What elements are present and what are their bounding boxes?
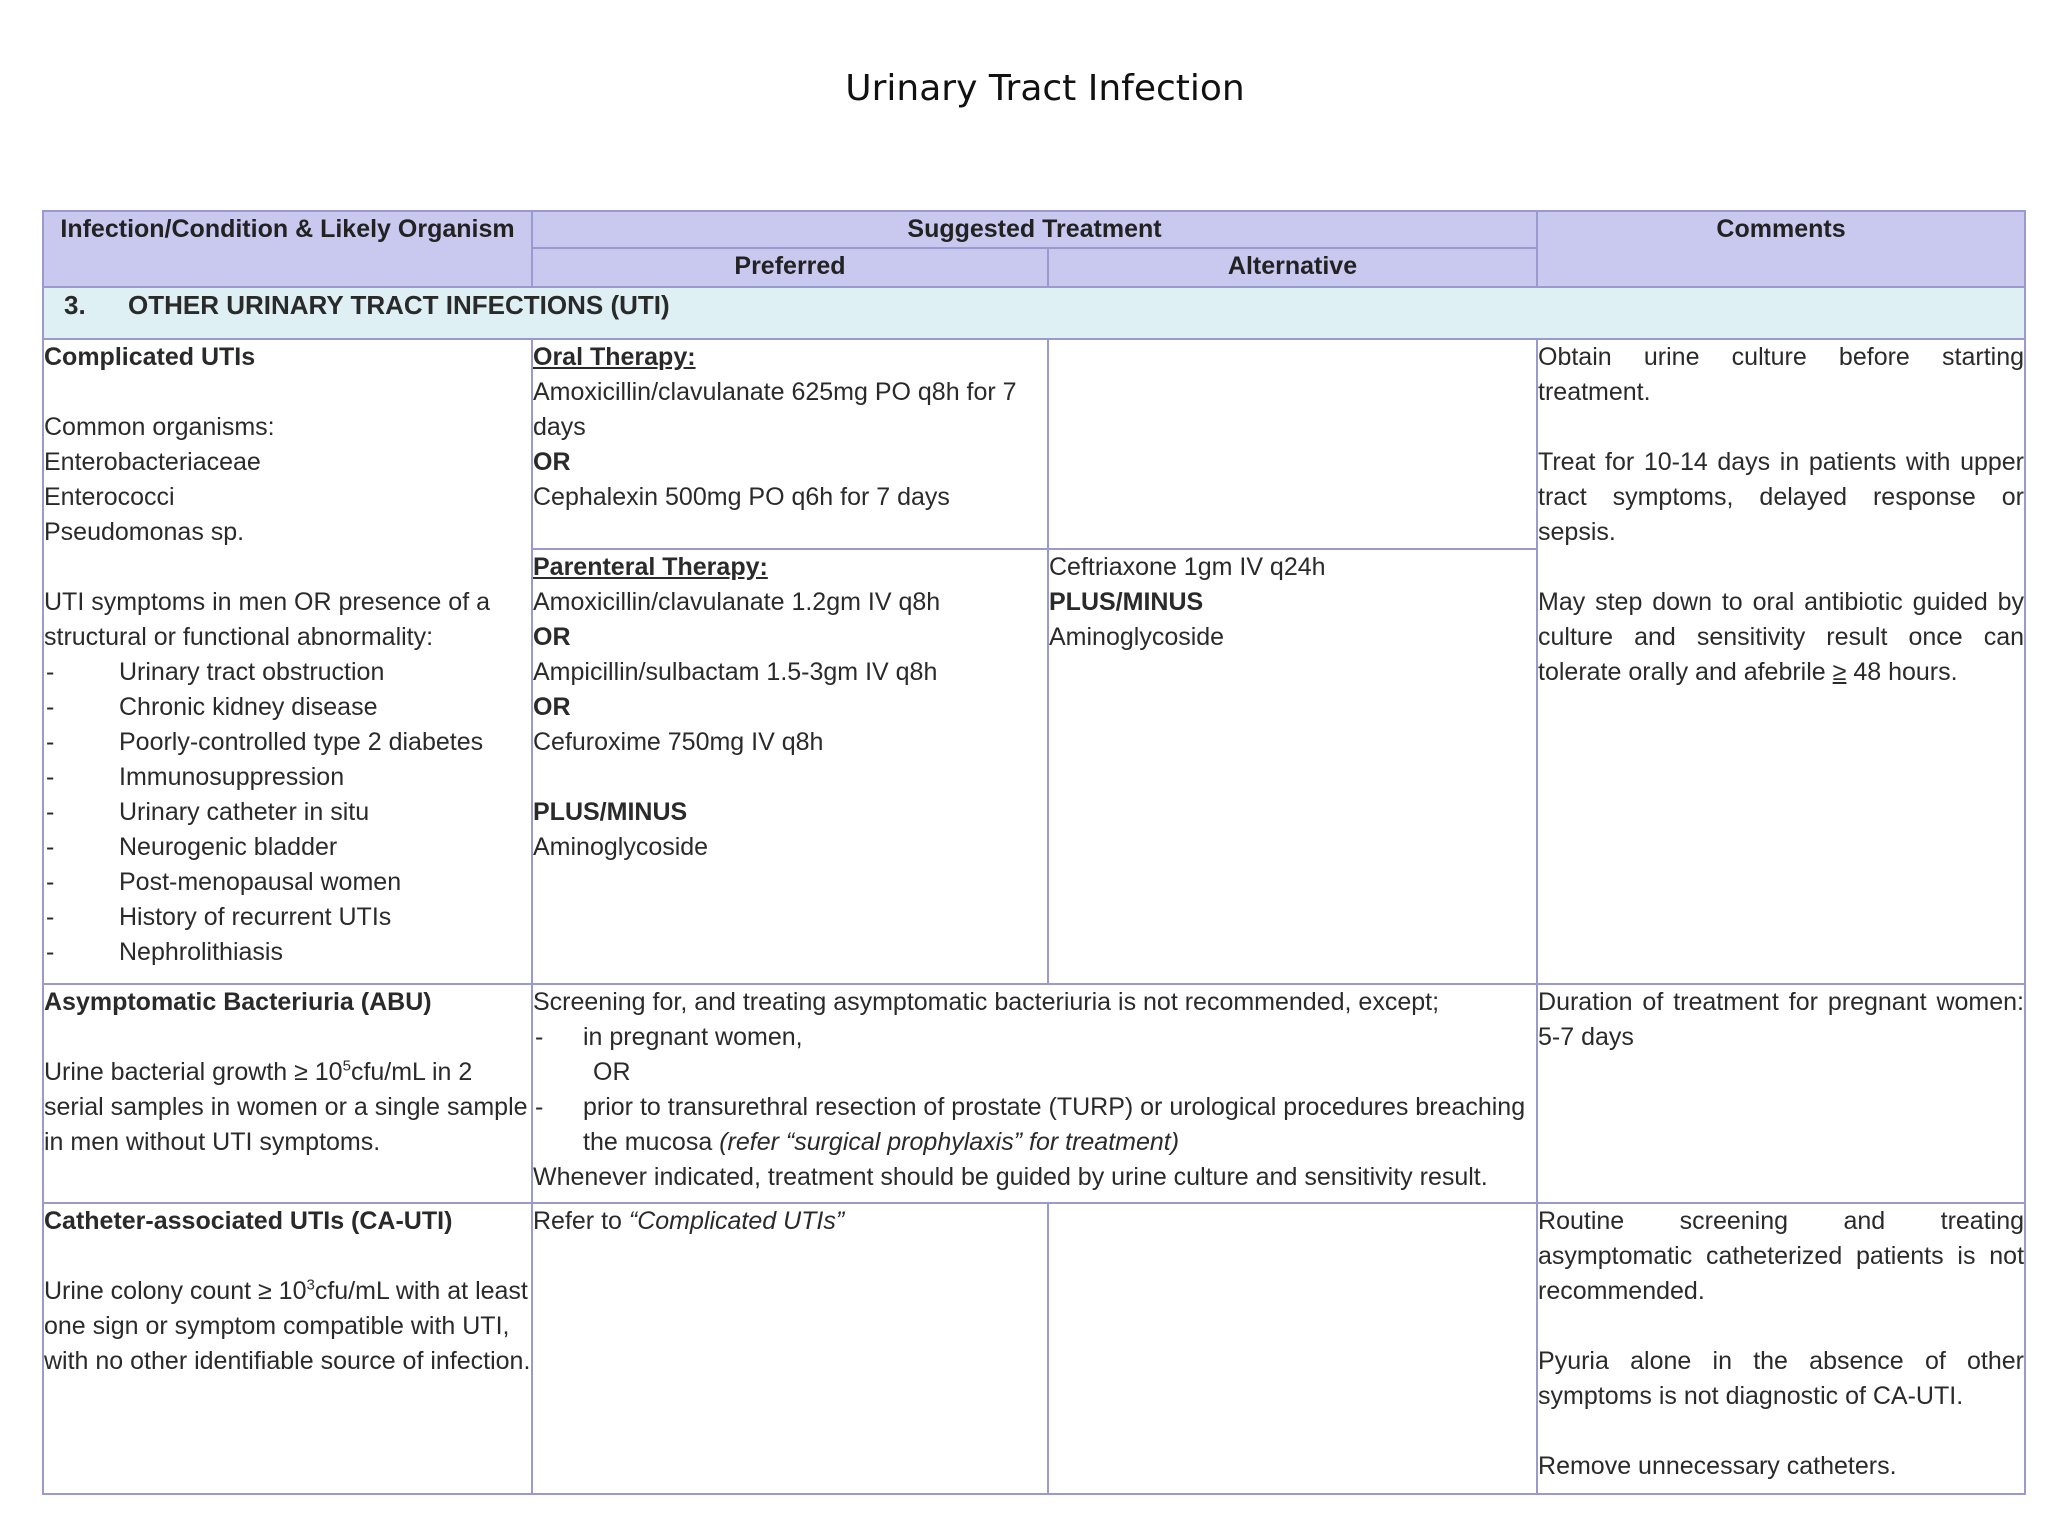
- header-preferred: Preferred: [532, 248, 1048, 286]
- cauti-comment-pyuria: Pyuria alone in the absence of other symptoms is not diagnostic of CA-UTI.: [1538, 1347, 2025, 1411]
- organisms-label: Common organisms:: [44, 413, 275, 442]
- list-item: - Urinary tract obstruction: [44, 655, 531, 690]
- organism-item: Pseudomonas sp.: [44, 518, 245, 547]
- cauti-comments-cell: [1537, 1203, 2025, 1494]
- section-number: 3.: [64, 289, 86, 320]
- abu-comment: Duration of treatment for pregnant women: 5-7 days: [1538, 987, 2025, 1051]
- section-row: [43, 287, 2025, 339]
- cauti-preferred: [533, 1204, 1047, 1239]
- parenteral-option-2: Ampicillin/sulbactam 1.5-3gm IV q8h: [533, 657, 938, 686]
- abu-exception-list: [533, 1020, 1536, 1055]
- abu-exception-list-2: [533, 1090, 1536, 1160]
- oral-option-1: Amoxicillin/clavulanate 625mg PO q8h for 7 days: [533, 378, 1017, 442]
- cauti-desc-rest: cfu/mL with at least one sign or symptom compatible with UTI, with no other identifiable source of infection.: [44, 1277, 531, 1376]
- list-item: - Poorly-controlled type 2 diabetes: [44, 725, 531, 760]
- cauti-refer-link: “Complicated UTIs”: [628, 1207, 845, 1236]
- criteria-text: UTI symptoms in men OR presence of a structural or functional abnormality:: [44, 588, 490, 652]
- cauti-desc-text: Urine colony count ≥ 10: [44, 1277, 307, 1306]
- parenteral-or-1: OR: [533, 622, 571, 651]
- alternative-option-1: Ceftriaxone 1gm IV q24h: [1049, 552, 1326, 581]
- cauti-comment-catheters: Remove unnecessary catheters.: [1538, 1452, 1897, 1481]
- abu-title: Asymptomatic Bacteriuria (ABU): [44, 987, 432, 1016]
- list-item: - Immunosuppression: [44, 760, 531, 795]
- oral-option-2: Cephalexin 500mg PO q6h for 7 days: [533, 483, 950, 512]
- list-item: - Post-menopausal women: [44, 865, 531, 900]
- oral-or: OR: [533, 448, 571, 477]
- section-title: OTHER URINARY TRACT INFECTIONS (UTI): [128, 289, 670, 320]
- oral-therapy-heading: Oral Therapy:: [533, 343, 696, 372]
- list-item: - Chronic kidney disease: [44, 690, 531, 725]
- table-row-abu: [43, 984, 2025, 1204]
- header-alternative: Alternative: [1048, 248, 1537, 286]
- header-suggested-treatment: Suggested Treatment: [532, 211, 1537, 248]
- abu-condition-cell: [43, 984, 532, 1204]
- complicated-condition-cell: [43, 339, 532, 984]
- abu-treatment-cell: [532, 984, 1537, 1204]
- abu-desc-exponent: 5: [342, 1057, 351, 1075]
- complicated-comments-cell: [1537, 339, 2025, 984]
- organism-item: Enterococci: [44, 483, 175, 512]
- abu-exception-or: OR: [593, 1057, 631, 1086]
- cauti-refer-text: Refer to: [533, 1207, 629, 1236]
- oral-therapy-cell: [532, 339, 1048, 549]
- comment-step-down-text: May step down to oral antibiotic guided by culture and sensitivity result once can tolerate orally and afebrile: [1538, 588, 2025, 687]
- abu-exception-2-ref: (refer “surgical prophylaxis” for treatment): [719, 1127, 1180, 1156]
- cauti-alternative-cell: [1048, 1203, 1537, 1494]
- list-item: [533, 1090, 1536, 1160]
- criteria-list: [44, 655, 531, 970]
- parenteral-plus-minus: PLUS/MINUS: [533, 797, 688, 826]
- cauti-condition-cell: [43, 1203, 532, 1494]
- comment-step-down-hours: 48 hours.: [1846, 658, 1958, 687]
- alternative-plus-minus: PLUS/MINUS: [1049, 587, 1204, 616]
- complicated-title: Complicated UTIs: [44, 343, 256, 372]
- header-condition: Infection/Condition & Likely Organism: [43, 211, 532, 287]
- abu-treatment-intro: Screening for, and treating asymptomatic bacteriuria is not recommended, except;: [533, 987, 1440, 1016]
- uti-treatment-table: [42, 210, 2026, 1495]
- abu-description: [44, 1055, 531, 1160]
- page-title: Urinary Tract Infection: [845, 68, 1245, 109]
- list-item: - History of recurrent UTIs: [44, 900, 531, 935]
- comment-duration: Treat for 10-14 days in patients with upper tract symptoms, delayed response or sepsis.: [1538, 448, 2025, 547]
- cauti-preferred-cell: [532, 1203, 1048, 1494]
- gte-symbol: ≥: [1832, 658, 1847, 687]
- abu-desc-text: Urine bacterial growth ≥ 10: [44, 1057, 343, 1086]
- cauti-comment-screening: Routine screening and treating asymptomatic catheterized patients is not recommended.: [1538, 1207, 2025, 1306]
- parenteral-therapy-cell: [532, 549, 1048, 984]
- abu-desc-rest: cfu/mL in 2 serial samples in women or a single sample in men without UTI symptoms.: [44, 1057, 528, 1156]
- parenteral-alternative-cell: [1048, 549, 1537, 984]
- parenteral-therapy-heading: Parenteral Therapy:: [533, 552, 768, 581]
- oral-alternative-cell: [1048, 339, 1537, 549]
- comment-culture: Obtain urine culture before starting treatment.: [1538, 343, 2025, 407]
- alternative-option-2: Aminoglycoside: [1049, 622, 1225, 651]
- abu-treatment-outro: Whenever indicated, treatment should be guided by urine culture and sensitivity result.: [533, 1162, 1488, 1191]
- parenteral-option-3: Cefuroxime 750mg IV q8h: [533, 727, 824, 756]
- list-item: - in pregnant women,: [533, 1020, 1536, 1055]
- list-item: - Urinary catheter in situ: [44, 795, 531, 830]
- parenteral-or-2: OR: [533, 692, 571, 721]
- organism-item: Enterobacteriaceae: [44, 448, 261, 477]
- cauti-description: [44, 1274, 531, 1379]
- table-row-complicated-oral: [43, 339, 2025, 549]
- parenteral-option-4: Aminoglycoside: [533, 832, 709, 861]
- parenteral-option-1: Amoxicillin/clavulanate 1.2gm IV q8h: [533, 587, 941, 616]
- list-item: - Neurogenic bladder: [44, 830, 531, 865]
- list-item: - Nephrolithiasis: [44, 935, 531, 970]
- header-comments: Comments: [1537, 211, 2025, 287]
- section-heading: [43, 287, 2025, 339]
- abu-exception-2-text: prior to transurethral resection of prostate (TURP) or urological procedures breaching the mucosa: [583, 1092, 1526, 1156]
- table-row-cauti: [43, 1203, 2025, 1494]
- cauti-desc-exponent: 3: [306, 1277, 315, 1295]
- cauti-title: Catheter-associated UTIs (CA-UTI): [44, 1207, 453, 1236]
- abu-comments-cell: [1537, 984, 2025, 1204]
- comment-step-down: [1538, 585, 2024, 690]
